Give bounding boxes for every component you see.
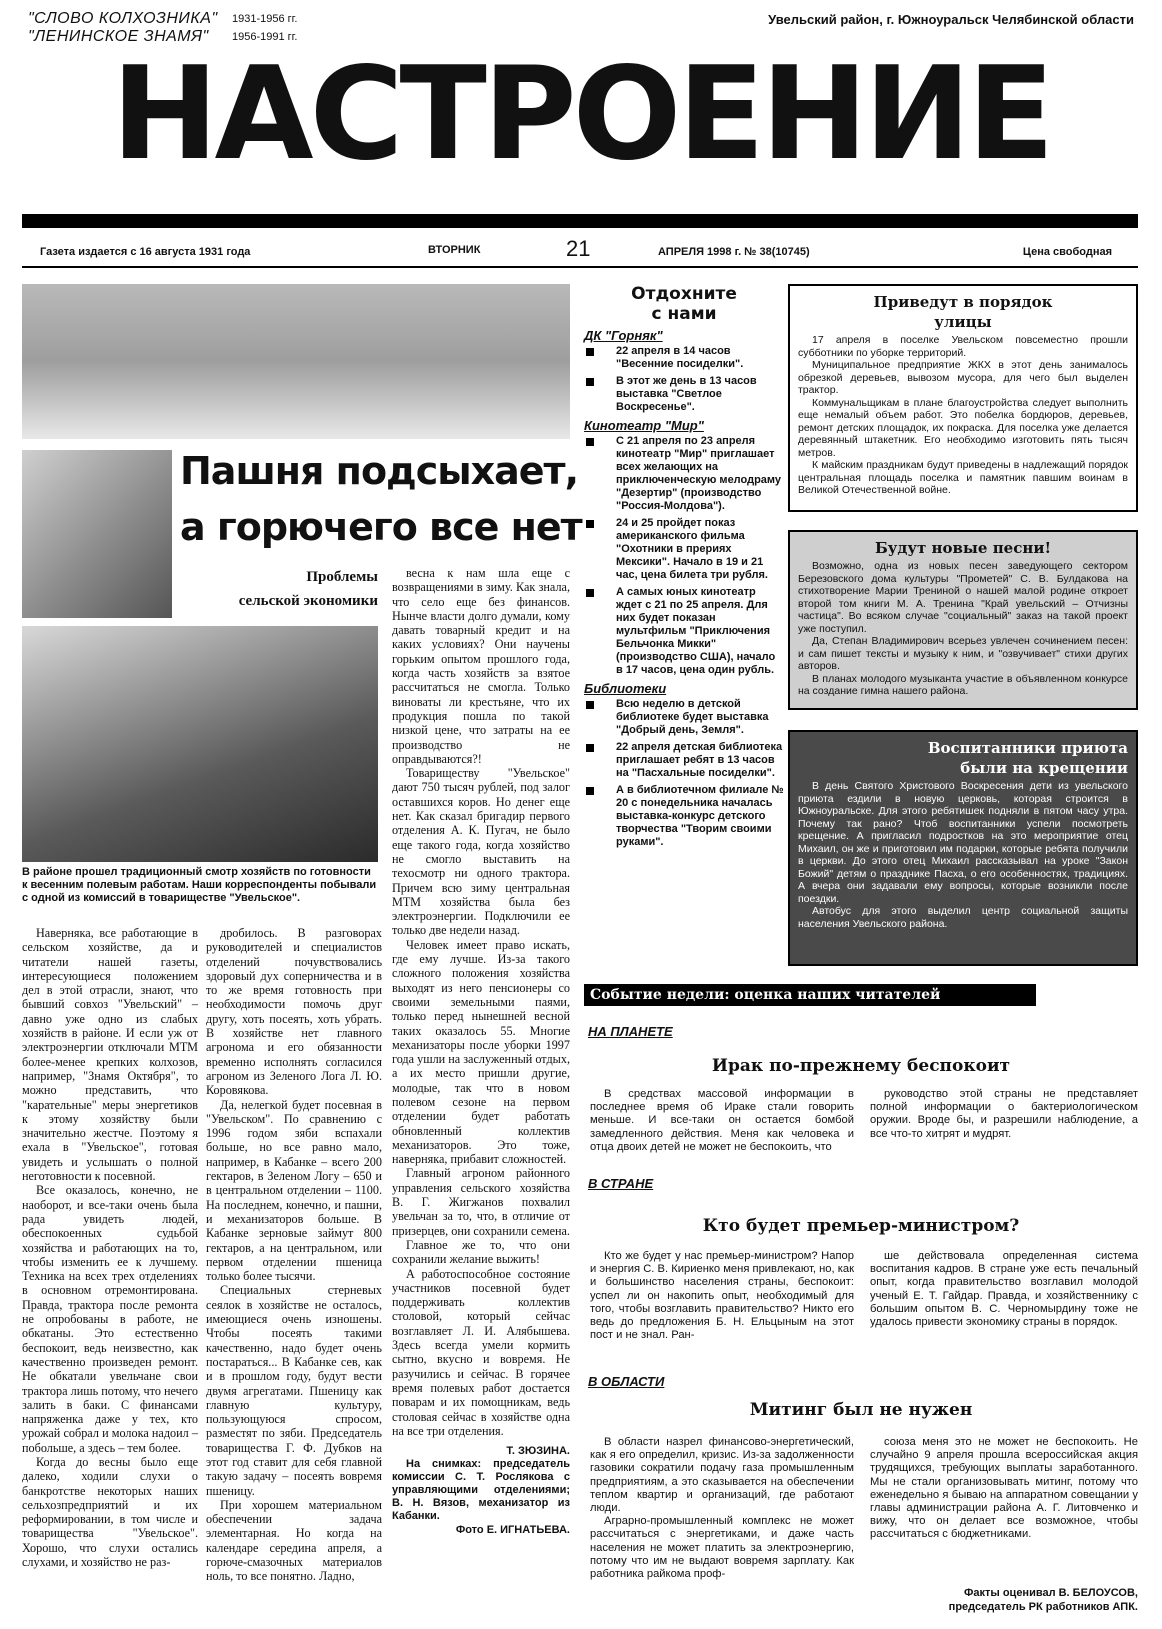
paragraph: В день Святого Христового Воскресения дети из увельского приюта ездили в новую церковь, которая строится в Южноуральске. Для этого ребятишек подняли в пятом часу утра. Почему так рано? Чтоб воспитанники успели посмотреть крещение. А пригласил подростков на это мероприятие отец Михаил, он же и приготовил им подарки, которые ребята получили в церкви. До этого отец Михаил рассказывал на уроке "Закон Божий" детям о празднике Пасха, о его особенностях, традициях. А вчера они задавали ему вопросы, которые возникли после поездки. <box>798 780 1128 905</box>
issue-day: 21 <box>566 236 591 261</box>
photo-credit: Фото Е. ИГНАТЬЕВА. <box>455 1524 570 1537</box>
former-title-2: "ЛЕНИНСКОЕ ЗНАМЯ" <box>28 28 209 45</box>
paragraph: Товариществу "Увельское" дают 750 тысяч рублей, под залог оставшихся коров. Но денег еще нет. Как сказал бригадир первого отделения А. К. Пугач, не было еще такого года, когда хозяйство не смогло выставить на техосмотр ни одного трактора. Причем всю зиму центральная МТМ хозяйства была без электроэнергии. Подключили ее только две недели назад. <box>392 766 570 938</box>
news-box-songs <box>788 530 1138 710</box>
article-text: В средствах массовой информации в последнее время об Ираке стали говорить меньше. И все-таки он остается бомбой замедленного действия. Меня как человека и отца двоих детей не может не беспокоить, что <box>590 1088 854 1153</box>
weekday: ВТОРНИК <box>428 244 481 256</box>
bullet-icon <box>586 520 594 528</box>
article-text: Кто же будет у нас премьер-министром? Напор и энергия С. В. Кириенко меня привлекают, но, как и большинство населения страны, беспокоит: успел ли он накопить опыт, необходимый для того, чтобы возглавить правительство? Никто его ведь до предложения Б. Н. Ельцыным на этот пост и не знал. Ран- <box>590 1250 854 1342</box>
bullet-icon <box>586 438 594 446</box>
paragraph: Человек имеет право искать, где ему лучше. Из-за такого сложного положения хозяйства выходят из него пенсионеры со своими земельными паями, только перед нынешней весной таких оказалось 55. Многие механизаторы после уборки 1997 года ушли на заслуженный отдых, а их место пришли другие, молодые, так что в новом полевом сезоне на первом отделении будет работать обновленный коллектив механизаторов. Это тоже, наверняка, прибавит сложностей. <box>392 937 570 1167</box>
venue-heading: Библиотеки <box>584 681 667 696</box>
listing-item: А в библиотечном филиале № 20 с понедельника началась выставка-конкурс детского творчества "Творим своими руками". <box>584 784 784 849</box>
news-box-orphanage <box>788 730 1138 966</box>
listing-item: С 21 апреля по 23 апреля кинотеатр "Мир" приглашает всех желающих на приключенческую мелодраму "Дезертир" (производство "Россия-Молдова"). <box>584 435 784 513</box>
article-text: ше действовала определенная система воспитания кадров. В стране уже есть печальный опыт, когда правительство возглавил молодой ученый Е. Т. Гайдар. Правда, и хозяйственнику с большим опытом В. С. Черномырдину тоже не удалось привести экономику страны в порядок. <box>870 1250 1138 1329</box>
section-label: НА ПЛАНЕТЕ <box>588 1024 673 1039</box>
listing-item: А самых юных кинотеатр ждет с 21 по 25 апреля. Для них будет показан мультфильм "Приключения Бельчонка Микки" (производство США), начало в 17 часов, цена один рубль. <box>584 586 784 677</box>
header-rule <box>22 266 1138 268</box>
bullet-icon <box>586 348 594 356</box>
paragraph: Все оказалось, конечно, не наоборот, и все-таки очень была рада увидеть людей, обеспокоенных судьбой хозяйства и работающих на то, чтобы изменить ее к лучшему. Техника на всех трех отделениях в основном отремонтирована. Правда, трактора после ремонта не опробованы в работе, не обкатаны. Это естественно беспокоит, ведь неизвестно, как качественно произведен ремонт. Не обкатали увельчане свои трактора лишь потому, что нечего залить в баки. С финансами напряженка даже у тех, кто урожай собрал и молока надоил – побольше, а здесь – тем более. <box>22 1183 198 1455</box>
photo-commission <box>22 626 378 862</box>
article-column-2 <box>206 926 382 1584</box>
masthead-logo: НАСТРОЕНИЕ <box>111 40 1051 189</box>
article-author: Т. ЗЮЗИНА. <box>506 1445 570 1458</box>
section-label: В СТРАНЕ <box>588 1176 654 1191</box>
article-heading: Митинг был не нужен <box>749 1400 973 1420</box>
paragraph: К майским праздникам будут приведены в надлежащий порядок центральная площадь поселка и памятник павшим воинам в Великой Отечественной войне. <box>798 459 1128 496</box>
listing-item: 22 апреля в 14 часов "Весенние посиделки". <box>584 345 784 371</box>
photo-caption: В районе прошел традиционный смотр хозяйств по готовности к весенним полевым работам. Наши корреспонденты побывали с одной из комиссий в товариществе "Увельское". <box>22 866 377 904</box>
listing-item: 24 и 25 пройдет показ американского фильма "Охотники в прериях Мексики". Начало в 19 и 21 час, цена билета три рубля. <box>584 517 784 582</box>
leisure-title-1: Отдохните <box>631 284 737 304</box>
bullet-icon <box>586 744 594 752</box>
paragraph: Возможно, одна из новых песен заведующего сектором Березовского дома культуры "Прометей" С. В. Булдакова на стихотворение Марии Трениной о нашей малой родине откроет второй том книги М. А. Тренина "Край увельский – Отчизны частица". Во всяком случае "социальный" заказ на такой проект уже поступил. <box>798 560 1128 635</box>
bullet-icon <box>586 589 594 597</box>
article-column-3 <box>392 566 570 1538</box>
article-title-line-2: а горючего все нет <box>180 505 582 549</box>
photo-field-tractor <box>22 284 570 439</box>
venue-heading: Кинотеатр "Мир" <box>584 418 704 433</box>
paragraph: Да, нелегкой будет посевная в "Увельском". По сравнению с 1996 годом зяби вспахали больше, но все равно мало, например, в Кабанке – всего 200 гектаров, в Зеленом Логу – 650 и в центральном отделении – 1100. На последнем, конечно, и пашни, и механизаторов больше. В Кабанке зерновые займут 800 гектаров, а на центральном, или первом отделении пшеница только более тысячи. <box>206 1097 382 1284</box>
venue-heading: ДК "Горняк" <box>584 328 663 343</box>
box-title: Будут новые песни! <box>874 539 1052 557</box>
paragraph: Муниципальное предприятие ЖКХ в этот день занималось обрезкой деревьев, вывозом мусора, для чего был выделен трактор. <box>798 359 1128 396</box>
photos-note: На снимках: председатель комиссии С. Т. Рослякова с управляющими отделениями; В. Н. Вязов, механизатор из Кабанки. <box>392 1458 570 1523</box>
former-title-1: "СЛОВО КОЛХОЗНИКА" <box>28 10 218 27</box>
box-title: Приведут в порядок улицы <box>873 293 1053 331</box>
rubric-line-2: сельской экономики <box>238 593 378 609</box>
region-line: Увельский район, г. Южноуральск Челябинской области <box>768 12 1134 27</box>
since-line: Газета издается с 16 августа 1931 года <box>40 246 251 258</box>
article-heading: Ирак по-прежнему беспокоит <box>711 1056 1011 1076</box>
rubric-line-1: Проблемы <box>306 569 378 585</box>
paragraph: Когда до весны было еще далеко, ходили слухи о банкротстве некоторых наших сельхозпредприятий и их реформировании, в том числе и товарищества "Увельское". Хорошо, что слухи остались слухами, и хозяйство не раз- <box>22 1454 198 1570</box>
leisure-title-2: с нами <box>651 304 717 324</box>
former-years-2: 1956-1991 гг. <box>232 31 298 43</box>
article-title-line-1: Пашня подсыхает, <box>180 449 579 493</box>
news-box-streets <box>788 284 1138 512</box>
paragraph: Главное же то, что они сохранили желание выжить! <box>392 1237 570 1267</box>
paragraph: Да, Степан Владимирович всерьез увлечен сочинением песен: и сам пишет тексты и музыку к ним, и "озвучивает" стихи других авторов. <box>798 635 1128 672</box>
listing-item: В этот же день в 13 часов выставка "Светлое Воскресенье". <box>584 375 784 414</box>
signature: Факты оценивал В. БЕЛОУСОВ, председатель РК работников АПК. <box>948 1587 1138 1613</box>
issue-date: АПРЕЛЯ 1998 г. № 38(10745) <box>658 246 810 258</box>
paragraph: 17 апреля в поселке Увельском повсеместно прошли субботники по уборке территорий. <box>798 334 1128 359</box>
article-heading: Кто будет премьер-министром? <box>702 1216 1020 1236</box>
masthead-rule <box>22 214 1138 228</box>
listing-item: Всю неделю в детской библиотеке будет выставка "Добрый день, Земля". <box>584 698 784 737</box>
paragraph: дробилось. В разговорах руководителей и специалистов отделений почувствовались здоровый дух соперничества и в то же время готовность при необходимости помочь друг другу, хоть посеять, хоть убрать. В хозяйстве нет главного агронома и его обязанности временно исполнять согласился агроном из Зеленого Лога Л. Ю. Коровякова. <box>206 926 382 1098</box>
article-text: союза меня это не может не беспокоить. Не случайно 9 апреля прошла всероссийская акция трудящихся, требующих выплаты заработанного. Мы не стали организовывать митинг, потому что еженедельно я бываю на аппаратном совещании у главы администрации района А. Г. Литовченко и вижу, что он делает все возможное, чтобы рассчитаться с бюджетниками. <box>870 1436 1138 1541</box>
bullet-icon <box>586 701 594 709</box>
photo-portrait <box>22 450 172 618</box>
paragraph: Наверняка, все работающие в сельском хозяйстве, да и читатели нашей газеты, интересующиеся положением дел в этой отрасли, знают, что бывший совхоз "Увельский" – давно уже одно из слабых хозяйств в районе. И если уж от электроэнергии отключали МТМ более-менее крепких колхозов, например, "Знамя Октября", то можно представить, что "карательные" меры энергетиков к этому хозяйству были значительно жестче. Поэтому я ехала в "Увельское", готовая увидеть и услышать о полной неготовности к посевной. <box>22 926 198 1184</box>
article-text: руководство этой страны не представляет полной информации о бактериологическом оружии. Вроде бы, и разрешили наблюдение, а все что-то хитрят и мудрят. <box>870 1088 1138 1140</box>
paragraph: Автобус для этого выделил центр социальной защиты населения Увельского района. <box>798 905 1128 930</box>
price: Цена свободная <box>1022 246 1112 258</box>
former-years-1: 1931-1956 гг. <box>232 13 298 25</box>
bullet-icon <box>586 378 594 386</box>
box-title: Воспитанники приюта были на крещении <box>927 739 1128 777</box>
paragraph: весна к нам шла еще с возвращениями в зиму. Как знала, что село еще без финансов. Нынче власти долго думали, кому давать товарный кредит и на каких условиях? Они научены горьким опытом прошлого года, когда часть хозяйств за взятое рассчитаться не смогла. Только виноваты ли крестьяне, что их продукция пошла по такой низкой цене, что затраты на ее производство не оправдываются?! <box>392 566 570 766</box>
paragraph: А работоспособное состояние участников посевной будет поддерживать коллектив столовой, который сейчас возглавляет Л. И. Алябышева. Здесь всегда умели кормить сытно, вкусно и вовремя. Не разучились и сейчас. В горячее время полевых работ достается поварам и их помощникам, ведь столовая сейчас в хозяйстве одна на все три отделения. <box>392 1266 570 1438</box>
paragraph: Коммунальщикам в плане благоустройства следует выполнить еще немалый объем работ. Это побелка бордюров, деревьев, ремонт детских площадок, их покраска. Для поселка уже делается деревянный штакетник. Его необходимо изготовить пять тысяч метров. <box>798 396 1128 459</box>
paragraph: Главный агроном районного управления сельского хозяйства В. Г. Жигжанов похвалил увельчан за то, что, в отличие от призерцев, они сохранили семена. <box>392 1166 570 1238</box>
bullet-icon <box>586 787 594 795</box>
listing-item: 22 апреля детская библиотека приглашает ребят в 13 часов на "Пасхальные посиделки". <box>584 741 784 780</box>
section-label: В ОБЛАСТИ <box>588 1374 665 1389</box>
event-banner: Событие недели: оценка наших читателей <box>584 984 1036 1006</box>
paragraph: При хорошем материальном обеспечении задача элементарная. Но когда на календаре середина апреля, а горюче-смазочных материалов ноль, то все понятно. Ладно, <box>206 1497 382 1584</box>
paragraph: В планах молодого музыканта участие в объявленном конкурсе на создание гимна нашего района. <box>798 672 1128 697</box>
paragraph: Специальных стерневых сеялок в хозяйстве не осталось, имеющиеся очень изношены. Чтобы посеять такими качественно, надо будет очень постараться... В Кабанке сев, как и в прошлом году, будут вести двумя агрегатами. Пшеницу как главную культуру, пользующуюся спросом, разместят по зяби. Председатель товарищества Г. Ф. Дубков на этот год ставит для себя главной такую задачу – посеять вовремя пшеницу. <box>206 1283 382 1498</box>
leisure-column <box>584 284 784 853</box>
article-column-1 <box>22 926 198 1569</box>
article-text: В области назрел финансово-энергетический, как я его определил, кризис. Из-за задолженности газовики сократили подачу газа промышленным предприятиям, а это сказывается на обеспечении теплом квартир и организаций, где работают люди. Аграрно-промышленный комплекс не может рассчитаться с энергетиками, и даже часть населения не может платить за электроэнергию, потому что им не выдают вовремя зарплату. Как работника райкома проф- <box>590 1436 854 1581</box>
